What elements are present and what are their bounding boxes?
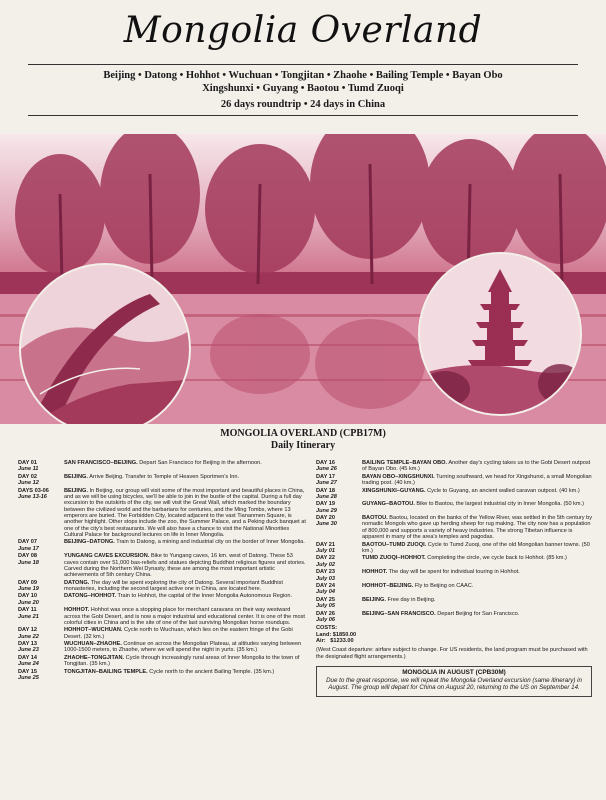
day-date: June 12: [18, 480, 39, 487]
day-description: [64, 488, 308, 539]
august-trip-title: MONGOLIA IN AUGUST (CPB30M): [402, 668, 506, 676]
day-label: DAY 22: [316, 555, 335, 562]
day-label: DAY 09: [18, 579, 37, 586]
day-label: DAY 26: [316, 610, 335, 617]
day-text: Baotou, located on the banks of the Yellow River, was settled in the 5th century by nomadic Mongols who gave up herding sheep for rug making. The city now has a population of 800,000 and supports a variety of heavy industries. The strong Tibetan influence is apparent in many of the area's temples and pagodas.: [362, 515, 593, 541]
day-place: HOHHOT–BEIJING.: [362, 582, 414, 589]
august-trip-box: [316, 666, 592, 697]
day-column: [316, 542, 362, 555]
day-description: [64, 641, 308, 654]
day-date: July 04: [316, 589, 335, 596]
costs-note: (West Coast departure: airfare subject to change. For US residents, the land program must be purchased with the designated flight arrangements.): [316, 647, 588, 660]
day-place: DATONG.: [64, 579, 90, 586]
day-text: Bike to Yungang caves, 16 km. west of Datong. These 53 caves contain over 51,000 bas-reliefs and statues depicting Buddhist religious figures and stories. Carved during the Northern Wei Dynasty, these are among the most important artistic achievements of 5th century China.: [64, 553, 306, 579]
day-column: [18, 593, 64, 606]
day-column: [316, 597, 362, 610]
day-description: [64, 593, 308, 606]
day-text: Train to Hohhot, the capital of the Inner Mongolia Autonomous Region.: [117, 593, 293, 600]
day-text: Another day's cycling takes us to the Gobi Desert outpost of Bayan Obo. (45 km.): [362, 460, 591, 473]
itinerary-entry: [18, 474, 308, 487]
day-date: July 06: [316, 616, 335, 623]
day-text: Depart Beijing for San Francisco.: [437, 610, 520, 617]
itinerary-entry: [316, 611, 592, 624]
itinerary-left-column: [18, 460, 308, 682]
itinerary-entry: [18, 488, 308, 539]
day-place: BEIJING.: [64, 487, 88, 494]
day-label: DAY 12: [18, 627, 37, 634]
day-place: HOHHOT.: [64, 607, 90, 614]
day-description: [362, 460, 592, 473]
day-text: Train to Datong, a mining and industrial city on the border of Inner Mongolia.: [116, 539, 305, 546]
itinerary-right-entries: [316, 460, 592, 623]
day-text: The day will be spent for individual touring in Hohhot.: [388, 569, 520, 576]
air-cost: Air: $1233.00: [316, 637, 354, 644]
itinerary-entry: [316, 542, 592, 555]
day-place: ZHAOHE–TONGJITAN.: [64, 654, 125, 661]
day-description: [64, 474, 308, 487]
day-text: Continue on across the Mongolian Plateau, at altitudes varying between 1000-1500 meters, to Zhaohe, where we will spend the night in yurts. (35 km.): [64, 641, 302, 654]
day-label: DAY 08: [18, 553, 37, 560]
day-description: [64, 627, 308, 640]
itinerary-heading: [0, 428, 606, 452]
subtitle-rule: [28, 115, 578, 116]
day-description: [64, 607, 308, 626]
day-description: [362, 555, 592, 568]
day-date: July 01: [316, 547, 335, 554]
day-description: [362, 515, 592, 540]
day-place: BEIJING.: [64, 473, 88, 480]
day-place: BAILING TEMPLE–BAYAN OBO.: [362, 460, 448, 466]
day-date: July 03: [316, 575, 335, 582]
day-place: HOHHOT–WUCHUAN.: [64, 627, 123, 634]
itinerary-entry: [18, 607, 308, 626]
itinerary-entry: [316, 555, 592, 568]
day-description: [64, 655, 308, 668]
august-trip-text: Due to the great response, we will repeat the Mongolia Overland excursion (same itinerary) in August. The group will depart for China on August 20, returning to the US on September 14.: [326, 677, 582, 692]
itinerary-entry: [316, 488, 592, 501]
brochure-title: Mongolia Overland: [123, 10, 483, 51]
itinerary-entry: [18, 593, 308, 606]
day-date: June 30: [316, 521, 337, 528]
day-place: XINGSHUNXI–GUYANG.: [362, 487, 426, 494]
day-text: Hohhot was once a stopping place for merchant caravans on their way westward across the Gobi Desert, and is now a major industrial and educational center. It is one of the most colorful cities in China and is the site of one of the last surviving Mongolian horse roundups.: [64, 607, 305, 626]
day-column: [18, 627, 64, 640]
day-text: Bike to Baotou, the largest industrial city in Inner Mongolia. (50 km.): [416, 501, 584, 508]
itinerary-entry: [316, 515, 592, 540]
day-column: [316, 474, 362, 487]
day-column: [18, 655, 64, 668]
day-place: DATONG–HOHHOT.: [64, 593, 117, 600]
day-column: [18, 474, 64, 487]
day-text: Cycle north to the ancient Bailing Temple. (35 km.): [149, 668, 275, 675]
day-place: WUCHUAN–ZHAOHE.: [64, 641, 122, 648]
day-column: [18, 641, 64, 654]
lake-photo-collage: [0, 134, 606, 424]
land-cost: Land: $1850.00: [316, 631, 357, 638]
itinerary-entry: [18, 580, 308, 593]
costs-label: COSTS:: [316, 625, 338, 632]
day-place: HOHHOT.: [362, 569, 388, 576]
day-column: [18, 460, 64, 473]
day-label: DAY 13: [18, 641, 37, 648]
itinerary-entry: [316, 501, 592, 514]
day-description: [64, 553, 308, 578]
itinerary-entry: [18, 669, 308, 682]
day-column: [316, 501, 362, 514]
day-label: DAY 07: [18, 539, 37, 546]
day-label: DAY 16: [316, 460, 335, 466]
day-description: [362, 583, 592, 596]
itinerary-entry: [18, 539, 308, 552]
day-text: Cycle north to Wuchuan, which lies on the eastern fringe of the Gobi Desert. (32 km.): [64, 627, 293, 640]
route-line-2: Xingshunxi • Guyang • Baotou • Tumd Zuoqi: [202, 83, 404, 94]
costs-block: [316, 625, 592, 644]
day-label: DAY 15: [18, 668, 37, 675]
itinerary-title: MONGOLIA OVERLAND (CPB17M): [220, 428, 386, 439]
day-text: Depart San Francisco for Beijing in the afternoon.: [139, 460, 262, 466]
day-place: BEIJING–DATONG.: [64, 539, 115, 546]
day-text: In Beijing, our group will visit some of the most important and beautiful places in China, and as we will be using bicycles, we'll be able to join in the bustle of the capital. During a full day excursion to the outskirts of the city, we will visit the Great Wall, which marked the boundary between the civilized world and the barbarians for centuries, and the Ming Tombs, where 13 emperors are buried. The Forbidden City, located adjacent to the vast Tiananmen Square, is another highlight. Other stops include the zoo, the Summer Palace, and a Peking duck banquet at one of the city's best restaurants. We will also have a chance to visit the National Minorities Cultural Palace for background lectures on life in Inner Mongolia.: [64, 487, 306, 538]
day-description: [362, 597, 592, 610]
day-date: June 17: [18, 545, 39, 552]
day-place: BEIJING–SAN FRANCISCO.: [362, 610, 436, 617]
day-label: DAY 24: [316, 582, 335, 589]
day-description: [362, 569, 592, 582]
day-column: [316, 611, 362, 624]
day-description: [362, 501, 592, 514]
day-description: [64, 539, 308, 552]
day-description: [362, 474, 592, 487]
day-description: [362, 611, 592, 624]
day-label: DAY 10: [18, 593, 37, 600]
day-description: [64, 580, 308, 593]
itinerary-entry: [316, 474, 592, 487]
day-column: [316, 460, 362, 473]
day-column: [18, 669, 64, 682]
day-column: [18, 580, 64, 593]
day-text: Free day in Beijing.: [387, 596, 436, 603]
day-date: July 05: [316, 603, 335, 610]
day-date: June 18: [18, 559, 39, 566]
day-date: June 24: [18, 661, 39, 668]
day-column: [316, 515, 362, 540]
day-text: Cycle to Tumd Zuoqi, one of the old Mongolian banner towns. (50 km.): [362, 541, 590, 554]
day-date: June 23: [18, 647, 39, 654]
itinerary-entry: [316, 583, 592, 596]
day-description: [64, 669, 308, 682]
itinerary-entry: [18, 655, 308, 668]
day-date: June 20: [18, 599, 39, 606]
day-column: [18, 553, 64, 578]
day-description: [362, 488, 592, 501]
day-label: DAY 19: [316, 501, 335, 508]
day-place: GUYANG–BAOTOU.: [362, 501, 415, 508]
day-label: DAY 18: [316, 487, 335, 494]
day-text: The day will be spent exploring the city of Datong. Several important Buddhist monasteries, including the second largest active one in China, are located here.: [64, 579, 283, 592]
day-date: June 29: [316, 507, 337, 514]
day-label: DAYS 03-06: [18, 487, 49, 494]
day-date: June 11: [18, 466, 39, 473]
day-label: DAY 14: [18, 654, 37, 661]
itinerary-entry: [316, 597, 592, 610]
day-text: Turning southward, we head for Xingshunxi, a small Mongolian trading post. (40 km.): [362, 473, 592, 487]
day-date: June 25: [18, 675, 39, 682]
itinerary-entry: [18, 460, 308, 473]
day-place: BAYAN OBO–XINGSHUNXI.: [362, 473, 435, 480]
day-date: June 28: [316, 493, 337, 500]
day-date: June 22: [18, 633, 39, 640]
itinerary-entry: [316, 569, 592, 582]
day-place: TUMD ZUOQI–HOHHOT.: [362, 555, 426, 562]
day-text: Arrive Beijing. Transfer to Temple of Heaven Sportmen's Inn.: [89, 473, 240, 480]
day-place: BEIJING.: [362, 596, 386, 603]
day-label: DAY 20: [316, 515, 335, 522]
day-label: DAY 17: [316, 473, 335, 480]
itinerary-entry: [316, 460, 592, 473]
day-date: June 26: [316, 466, 337, 473]
day-place: SAN FRANCISCO–BEIJING.: [64, 460, 138, 466]
day-text: Cycle to Guyang, an ancient walled caravan outpost. (40 km.): [427, 487, 580, 494]
day-date: June 19: [18, 586, 39, 592]
day-date: July 02: [316, 561, 335, 568]
trip-duration: 26 days roundtrip • 24 days in China: [220, 99, 386, 110]
day-label: DAY 25: [316, 596, 335, 603]
day-place: TONGJITAN–BAILING TEMPLE.: [64, 668, 148, 675]
day-label: DAY 11: [18, 607, 37, 614]
day-label: DAY 02: [18, 473, 37, 480]
day-label: DAY 21: [316, 541, 335, 548]
day-column: [18, 607, 64, 626]
day-column: [316, 555, 362, 568]
day-column: [18, 488, 64, 539]
day-date: June 21: [18, 613, 39, 620]
day-column: [316, 583, 362, 596]
day-date: June 27: [316, 480, 337, 487]
day-description: [362, 542, 592, 555]
day-description: [64, 460, 308, 473]
itinerary-entry: [18, 641, 308, 654]
day-place: BAOTOU–TUMD ZUOQI.: [362, 541, 427, 548]
day-column: [18, 539, 64, 552]
day-place: YUNGANG CAVES EXCURSION.: [64, 553, 150, 560]
itinerary-entry: [18, 627, 308, 640]
itinerary-entry: [18, 553, 308, 578]
day-label: DAY 01: [18, 460, 37, 466]
itinerary-subtitle: Daily Itinerary: [270, 440, 336, 451]
day-date: June 13-16: [18, 493, 47, 500]
day-text: Cycle through increasingly rural areas of Inner Mongolia to the town of Tongjitan. (35 km.): [64, 654, 300, 668]
day-column: [316, 569, 362, 582]
title-rule: [28, 64, 578, 65]
itinerary-right-column: [316, 460, 592, 697]
day-column: [316, 488, 362, 501]
day-text: Fly to Beijing on CAAC.: [414, 582, 474, 589]
day-text: Completing the circle, we cycle back to Hohhot. (85 km.): [427, 555, 567, 562]
day-label: DAY 23: [316, 569, 335, 576]
route-line-1: Beijing • Datong • Hohhot • Wuchuan • Tongjitan • Zhaohe • Bailing Temple • Bayan Obo: [103, 70, 503, 81]
day-place: BAOTOU.: [362, 515, 388, 522]
